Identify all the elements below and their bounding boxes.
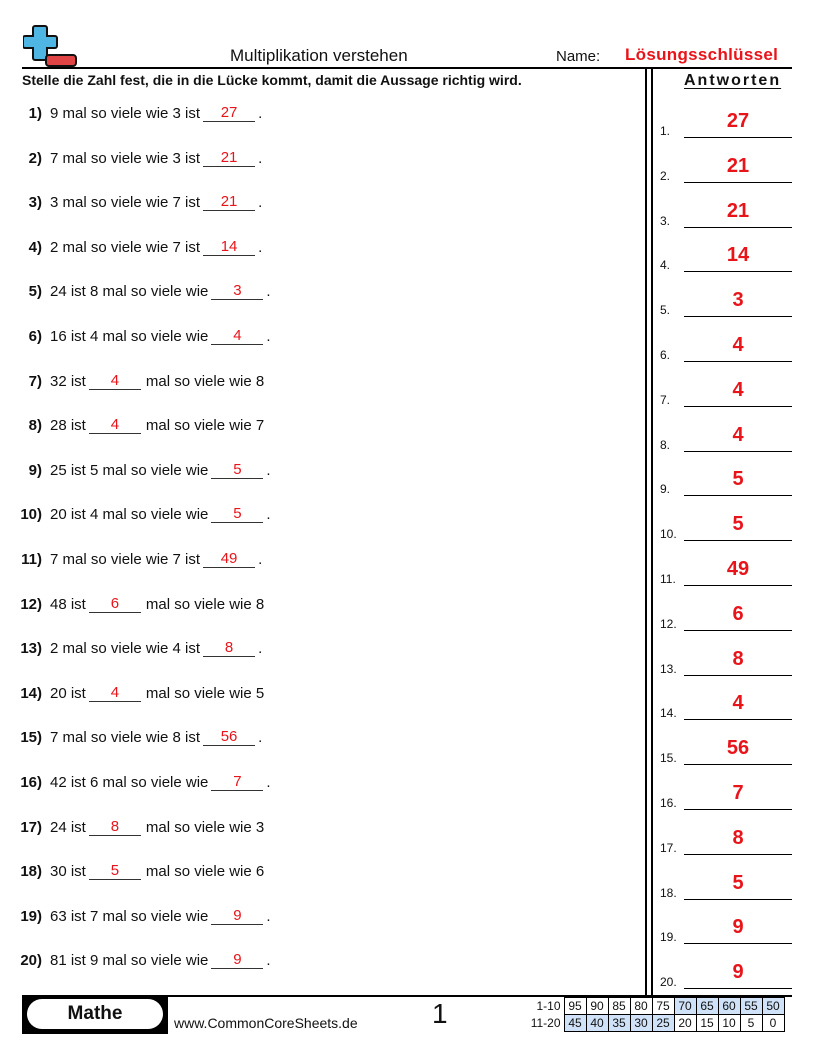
answer-key-number: 1. [660,124,671,138]
problem-row [0,769,271,791]
problem-text-after: . [258,551,263,568]
answer-key-number: 7. [660,392,671,407]
score-cell: 65 [696,998,718,1015]
score-row-label: 11-20 [530,1016,561,1030]
problem-text-after: . [266,506,271,524]
score-cell: 45 [564,1015,586,1032]
problem-text-before: 24 ist 8 mal so viele wie [50,283,209,301]
problem-text-before: 24 ist [50,818,86,836]
problem-text-after: . [258,105,263,122]
answer-key-number: 11. [660,572,676,586]
answer-key-value: 8 [732,647,744,670]
answers-heading: Antworten [684,72,782,89]
answer-key-line [684,959,792,989]
problem-text-after: . [266,907,271,925]
problem-text-before: 3 mal so viele wie 7 ist [50,194,201,212]
problem-text-before: 48 ist [50,595,86,613]
answer-blank[interactable]: 56 [203,728,255,746]
score-cell: 35 [608,1015,630,1032]
problem-text-after: mal so viele wie 7 [145,417,265,435]
problem-number: 13) [20,640,42,658]
problem-number: 14) [20,684,42,702]
answer-key-line [684,108,792,138]
problem-text-before: 7 mal so viele wie 3 ist [50,149,201,167]
problem-number: 3) [28,194,42,212]
score-cell: 10 [718,1015,740,1032]
answer-key-row [660,692,792,722]
answer-key-value: 27 [726,110,750,132]
answer-key-line [684,287,792,317]
answer-key-line [684,332,792,362]
answer-key-row [660,334,792,364]
answer-key-value: 4 [732,378,744,401]
score-cell: 75 [652,998,674,1015]
score-cell: 80 [630,998,652,1015]
answer-key-line [684,466,792,496]
answer-blank[interactable]: 8 [89,818,141,836]
answer-key-row [660,513,792,543]
problem-number: 7) [28,372,42,390]
answer-key-row [660,200,792,230]
problem-text-before: 28 ist [50,417,86,435]
problem-number: 5) [28,283,42,301]
score-cell: 85 [608,998,630,1015]
score-cell: 30 [630,1015,652,1032]
answer-blank[interactable]: 3 [211,282,263,300]
problem-row [0,189,262,211]
problem-text-after: . [258,640,263,658]
answer-key-row [660,155,792,185]
problem-text-before: 7 mal so viele wie 8 ist [50,729,201,747]
problem-number: 1) [28,105,42,122]
worksheet-title: Multiplikation verstehen [230,46,408,65]
problem-text-after: . [266,283,271,301]
problem-number: 11) [21,551,42,568]
answer-key-row [660,827,792,857]
problem-number: 16) [20,774,42,791]
answer-key-line [684,914,792,944]
score-cell: 25 [652,1015,674,1032]
instructions: Stelle die Zahl fest, die in die Lücke kommt, damit die Aussage richtig wird. [22,72,522,88]
score-cell: 70 [674,998,696,1015]
problem-row [0,368,264,390]
answer-key-number: 13. [660,661,677,676]
problem-text-before: 25 ist 5 mal so viele wie [50,461,209,479]
answer-key-value: 5 [732,871,744,894]
problem-text-before: 81 ist 9 mal so viele wie [50,952,209,970]
answer-key-value: 9 [732,961,744,984]
answer-blank[interactable]: 5 [211,461,263,479]
problem-text-before: 2 mal so viele wie 7 ist [50,238,201,256]
name-label: Name: [556,48,601,65]
problem-number: 4) [28,238,42,256]
problem-number: 12) [20,595,42,613]
answer-blank[interactable]: 9 [211,907,263,925]
answer-key-row [660,961,792,991]
answer-key-value: 56 [726,737,750,760]
column-divider [645,68,653,996]
answer-blank[interactable]: 9 [211,951,263,969]
answer-key-line [684,870,792,900]
answer-key-number: 5. [660,303,671,318]
score-cell: 40 [586,1015,608,1032]
answer-blank[interactable]: 4 [89,416,141,434]
problem-number: 10) [20,506,42,524]
answer-key-value: 4 [732,692,744,715]
answer-key-number: 20. [660,975,677,990]
answer-key-line [684,198,792,228]
answer-key-value: 6 [732,602,744,625]
answer-key-number: 8. [660,437,671,452]
answer-blank[interactable]: 4 [89,372,141,390]
answer-blank[interactable]: 21 [203,149,255,167]
score-cell: 95 [564,998,586,1015]
answer-key-value: 3 [732,289,744,312]
answer-key-line [684,735,792,765]
problem-row [0,814,264,836]
answer-key-number: 10. [660,527,677,542]
problem-row [0,100,262,122]
answer-key-row [660,603,792,633]
score-cell: 5 [740,1015,762,1032]
problem-row [0,680,264,702]
answer-key-value: 9 [732,916,744,939]
problem-text-before: 16 ist 4 mal so viele wie [50,328,209,345]
score-row-11-20 [528,1015,784,1032]
answer-key-row [660,424,792,454]
problem-row [0,501,271,523]
answer-key-number: 9. [660,482,671,497]
score-cell: 55 [740,998,762,1015]
score-row-1-10 [528,998,784,1015]
answer-key-number: 18. [660,885,677,900]
answer-key-value: 5 [732,513,744,536]
problem-text-after: . [258,149,263,167]
header-rule [22,67,792,69]
problem-row [0,278,271,300]
answer-key-value: 49 [726,558,750,580]
answer-blank[interactable]: 14 [203,238,255,256]
score-cell: 20 [674,1015,696,1032]
answer-blank[interactable]: 4 [89,684,141,702]
answer-key-number: 15. [660,751,677,766]
answer-key-number: 16. [660,796,677,810]
score-row-label: 1-10 [536,999,561,1013]
answer-key-row [660,782,792,812]
answer-key-line [684,511,792,541]
problem-text-after: . [266,461,271,479]
problem-row [0,858,264,880]
site-url: www.CommonCoreSheets.de [174,1015,358,1031]
score-table [528,997,785,1032]
problem-row [0,903,271,925]
answer-key-value: 7 [732,782,744,804]
answer-key-value: 21 [726,154,750,177]
page-number: 1 [432,998,448,1029]
answer-blank[interactable]: 21 [203,193,255,211]
subject-badge: Mathe [27,999,163,1029]
answer-key-row [660,379,792,409]
answer-key-row [660,916,792,946]
answer-key-row [660,737,792,767]
problem-text-before: 20 ist 4 mal so viele wie [50,506,209,524]
answer-key-number: 4. [660,258,671,273]
problem-text-before: 63 ist 7 mal so viele wie [50,907,209,925]
answer-key-line [684,377,792,407]
answer-key-line [684,556,792,586]
answer-blank[interactable]: 4 [211,327,263,345]
answer-key-value: 14 [726,244,750,267]
score-cell: 60 [718,998,740,1015]
problem-text-before: 2 mal so viele wie 4 ist [50,640,201,658]
problem-text-before: 9 mal so viele wie 3 ist [50,105,201,122]
problem-text-after: mal so viele wie 8 [145,595,265,613]
problem-text-before: 42 ist 6 mal so viele wie [50,774,209,791]
problem-number: 19) [20,907,42,925]
answer-key-number: 14. [660,706,677,721]
answer-key-row [660,289,792,319]
problem-number: 17) [20,818,42,836]
answer-key-line [684,601,792,631]
answer-blank[interactable]: 27 [203,104,255,122]
answer-blank[interactable]: 49 [203,550,255,568]
answer-blank[interactable]: 5 [211,505,263,523]
score-cell: 90 [586,998,608,1015]
answer-key-row [660,110,792,140]
answer-key-number: 19. [660,930,677,945]
problem-row [0,145,262,167]
problem-text-before: 7 mal so viele wie 7 ist [50,551,201,568]
answer-blank[interactable]: 7 [211,773,263,791]
answer-key-line [684,153,792,183]
answer-key-row [660,558,792,588]
score-cell: 0 [762,1015,784,1032]
problem-text-after: . [258,194,263,212]
problem-text-after: . [266,328,271,345]
problem-text-after: mal so viele wie 3 [145,818,265,836]
problem-text-after: . [258,238,263,256]
problem-row [0,635,262,657]
answer-key-row [660,648,792,678]
answer-key-number: 3. [660,213,671,228]
problem-text-after: mal so viele wie 5 [145,684,265,702]
problem-text-after: mal so viele wie 6 [145,863,265,881]
answer-key-value: 4 [732,423,744,446]
answer-blank[interactable]: 8 [203,639,255,657]
problem-row [0,412,264,434]
problem-text-after: . [266,774,271,791]
answer-key-line [684,646,792,676]
answer-key-row [660,244,792,274]
answer-key-value: 4 [732,334,744,356]
problem-row [0,323,271,345]
answer-key-line [684,422,792,452]
answer-key-row [660,872,792,902]
problem-text-after: . [258,729,263,747]
answer-key-value: 21 [726,199,750,222]
answer-key-row [660,468,792,498]
problem-number: 8) [28,417,42,435]
problem-text-before: 20 ist [50,684,86,702]
answer-key-line [684,242,792,272]
problem-row [0,457,271,479]
answer-key-value: 5 [732,468,744,491]
problem-number: 9) [28,461,42,479]
problem-row [0,724,262,746]
name-value: Lösungsschlüssel [625,45,779,64]
problem-text-before: 32 ist [50,372,86,390]
problem-number: 18) [20,863,42,881]
problem-text-after: . [266,952,271,970]
problem-text-after: mal so viele wie 8 [145,372,265,390]
answer-key-number: 17. [660,840,677,855]
answer-key-line [684,825,792,855]
answer-key-number: 2. [660,168,671,183]
problem-number: 15) [20,729,42,747]
problem-text-before: 30 ist [50,863,86,881]
answer-key-number: 12. [660,616,677,631]
problem-row [0,234,262,256]
answer-key-line [684,780,792,810]
problem-row [0,591,264,613]
answer-blank[interactable]: 6 [89,595,141,613]
problem-number: 20) [20,952,42,970]
answer-blank[interactable]: 5 [89,862,141,880]
answer-key-number: 6. [660,348,671,362]
answer-key-line [684,690,792,720]
problem-row [0,546,262,568]
problem-number: 2) [28,149,42,167]
problem-number: 6) [28,328,42,345]
score-cell: 50 [762,998,784,1015]
score-cell: 15 [696,1015,718,1032]
plus-minus-logo-icon [23,24,79,68]
answer-key-value: 8 [732,826,744,849]
problem-row [0,947,271,969]
